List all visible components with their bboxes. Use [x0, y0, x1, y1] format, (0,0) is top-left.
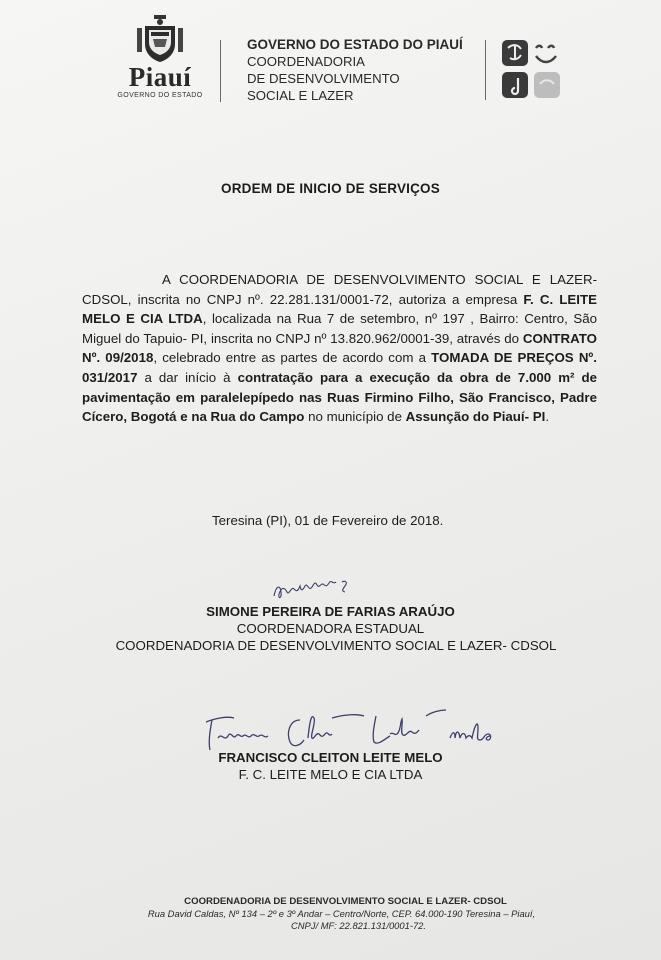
issuer-line: SOCIAL E LAZER [247, 88, 354, 103]
date-line: Teresina (PI), 01 de Fevereiro de 2018. [212, 513, 444, 528]
paragraph-bold-segment: Assunção do Piauí- PI [405, 409, 546, 425]
signature-simone [270, 574, 380, 606]
signatory-1 [0, 603, 661, 654]
footer-cnpj: CNPJ/ MF: 22.821.131/0001-72. [291, 920, 426, 931]
paragraph-segment: , localizada na Rua 7 de setembro, nº 197 , Bairro: Centro, São Miguel do Tapuio- PI, inscrita no CNPJ nº 13.820.962/0001-39, através do [82, 311, 597, 346]
footer-title: COORDENADORIA DE DESENVOLVIMENTO SOCIAL E LAZER- CDSOL [184, 896, 507, 907]
body-paragraph [82, 270, 597, 427]
paragraph-segment: no município de [304, 409, 406, 425]
issuer-block [247, 36, 463, 104]
paragraph-segment: A COORDENADORIA DE DESENVOLVIMENTO SOCIAL E LAZER-CDSOL, inscrita no CNPJ nº. 22.281.131/0001-72, autoriza a empresa [82, 272, 597, 307]
paragraph-bold-segment: contratação para a execução da obra de 7.000 m² de pavimentação em paralelepípedo nas Ruas Firmino Filho, São Francisco, Padre Cícero, Bogotá e na Rua do Campo [82, 369, 597, 425]
document-title: ORDEM DE INICIO DE SERVIÇOS [221, 181, 440, 196]
signatory-2 [0, 749, 661, 783]
piaui-logo [112, 12, 208, 104]
paragraph-segment: a dar início à [137, 369, 238, 385]
issuer-line: DE DESENVOLVIMENTO [247, 71, 400, 86]
paragraph-segment: , celebrado entre as partes de acordo com a [153, 350, 432, 366]
signatory-name: FRANCISCO CLEITON LEITE MELO [218, 750, 443, 765]
footer [0, 896, 661, 932]
signatory-name: SIMONE PEREIRA DE FARIAS ARAÚJO [206, 604, 455, 619]
signatory-organization: COORDENADORIA DE DESENVOLVIMENTO SOCIAL E LAZER- CDSOL [115, 638, 557, 653]
paragraph-bold-segment: TOMADA DE PREÇOS Nº. 031/2017 [82, 350, 597, 385]
paragraph-segment: . [545, 409, 550, 425]
header-divider [220, 40, 221, 102]
signatory-organization: F. C. LEITE MELO E CIA LTDA [238, 767, 423, 782]
state-coat-of-arms-icon [135, 12, 185, 64]
issuer-title: GOVERNO DO ESTADO DO PIAUÍ [247, 37, 463, 52]
paragraph-bold-segment: CONTRATO Nº. 09/2018 [82, 330, 597, 366]
signatory-role: COORDENADORA ESTADUAL [236, 621, 425, 636]
logo-subtitle: GOVERNO DO ESTADO [117, 92, 203, 99]
issuer-line: COORDENADORIA [247, 54, 365, 69]
logo-wordmark: Piauí [128, 62, 192, 92]
paragraph-bold-segment: F. C. LEITE MELO E CIA LTDA [82, 291, 597, 327]
footer-address: Rua David Caldas, Nº 134 – 2º e 3º Andar – Centro/Norte, CEP. 64.000-190 Teresina – Piauí, [147, 908, 536, 919]
header-divider [485, 40, 486, 100]
cdsol-logo-icon [500, 38, 566, 100]
